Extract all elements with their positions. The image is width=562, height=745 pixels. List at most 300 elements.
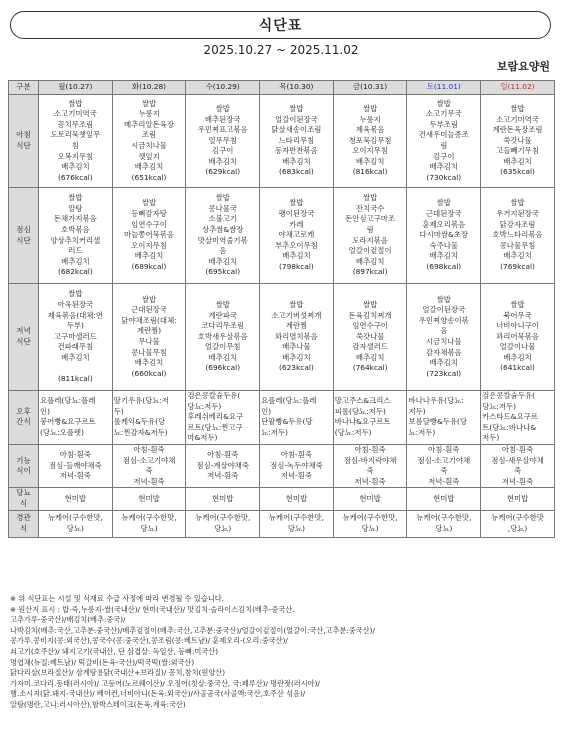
menu-cell-line: 배추김치 [61, 162, 90, 172]
note-line: 고추가루-중국산)/배김치(배추:중국)/ [10, 615, 126, 625]
menu-cell-line: 롤케익&두유(당 [113, 417, 166, 427]
menu-cell-line: 우거지된장국 [496, 209, 539, 219]
menu-cell-line: 뉴케어(구수한맛, [342, 512, 398, 522]
row-label-line: 저녁 [16, 326, 31, 336]
menu-cell-line: 르트(당뇨:찐고구 [187, 422, 243, 432]
menu-cell-line: 숙주나물 [429, 240, 459, 250]
menu-cell-line: 죽 [440, 466, 448, 476]
tube-feeding-row [9, 510, 555, 537]
menu-cell-line: (897kcal) [352, 267, 388, 277]
menu-cell-line: 점심-들깨야채죽 [49, 460, 102, 470]
menu-cell-line: 당뇨) [140, 523, 158, 533]
menu-cell-line: 아침-흰죽 [133, 444, 165, 454]
dinner-row [9, 284, 555, 391]
menu-cell-line: 훈제오리볶음 [422, 219, 466, 229]
table-header-row [9, 81, 555, 95]
menu-cell-line: 느타리무침 [278, 135, 315, 145]
row-label [9, 284, 39, 391]
menu-cell-line: 당뇨) [66, 523, 84, 533]
menu-cell-line: 얼갈이된장국 [422, 305, 466, 315]
menu-cell-line: 쌀밥 [141, 98, 157, 108]
menu-cell-line: 호박느타리볶음 [492, 230, 543, 240]
menu-cell-line: 배추김치 [355, 156, 385, 166]
menu-cell-line: 쌀밥 [289, 103, 304, 113]
menu-cell-line: 저두) [482, 433, 500, 443]
menu-cell-line: 쌀밥 [68, 289, 83, 299]
row-label-line: 간식 [16, 417, 31, 427]
menu-cell-line: 저녁-흰죽 [501, 476, 534, 486]
menu-cell-line: 우민찌표고볶음 [197, 125, 248, 135]
menu-cell [186, 95, 260, 188]
menu-cell [333, 444, 407, 487]
header-label: 구분 [9, 81, 39, 95]
menu-cell-line: 검은콩칼슘두유( [482, 391, 535, 400]
menu-cell [39, 510, 113, 537]
menu-cell-line: (723kcal) [426, 368, 462, 378]
menu-cell-line: (당뇨:오플렛) [40, 428, 84, 438]
menu-cell-line: 제육볶음 [355, 125, 385, 135]
menu-cell-line: 뇨:저두) [408, 428, 436, 438]
menu-cell [260, 444, 334, 487]
menu-cell-line: 돈채가지볶음 [53, 214, 97, 224]
menu-cell-line: 현미밥 [359, 493, 381, 503]
menu-cell [333, 510, 407, 537]
menu-cell [39, 488, 113, 510]
note-line: 명엽채(뉴질:베트남)/ 떡갈비(돈육-국산)/떡국떡(쌀:외국산) [10, 657, 195, 667]
menu-cell-line: 꽁치무조림 [57, 119, 94, 129]
menu-cell-line: 죽 [513, 466, 522, 476]
note-line: 콩가루.콩비지(콩:외국산),콩국수(콩:중국산),콩조림(콩:베트남)/ 훈제오리-(오리:중국산)/ [10, 636, 288, 646]
menu-cell-line: (682kcal) [57, 267, 93, 277]
menu-cell-line: 메추리알돈육장 [124, 119, 175, 129]
menu-cell-line: 현미밥 [433, 493, 455, 503]
day-header: 월(10.27) [39, 81, 113, 95]
menu-cell-line: (676kcal) [57, 172, 93, 182]
menu-cell-line: (698kcal) [426, 261, 462, 271]
menu-cell-line: 현미밥 [138, 493, 160, 503]
menu-cell-line: 김구이 [212, 146, 234, 156]
row-label [9, 188, 39, 284]
menu-cell-line: 얼갈이겉절이 [348, 246, 392, 256]
menu-cell-line: 코다리무조림 [201, 321, 245, 331]
menu-cell-line: 저녁-흰죽 [207, 471, 239, 481]
menu-cell [333, 488, 407, 510]
menu-cell [112, 510, 186, 537]
menu-cell-line: 계란찜) [136, 326, 162, 336]
row-label-line: 기능 [16, 455, 31, 465]
menu-cell-line: 배추나물 [282, 342, 311, 352]
menu-cell-line: 뉴케어(구수한맛, [416, 512, 472, 522]
menu-cell-line: 청포묵김무침 [348, 135, 392, 145]
row-label [9, 444, 39, 487]
menu-cell-line: (689kcal) [131, 261, 167, 271]
menu-cell-line: 소고기미역국 [53, 109, 97, 119]
menu-cell-line: 우민찌양송이볶 [418, 315, 469, 325]
menu-cell-line: 요플레(당뇨:플레 [40, 396, 96, 406]
menu-cell-line: 쌀밥 [436, 98, 451, 108]
menu-cell-line: 배추김치 [282, 251, 311, 261]
menu-cell-line: 배추된장국 [204, 114, 241, 124]
menu-cell [481, 284, 555, 391]
diabetic-diet-row [9, 488, 555, 510]
menu-cell-line: 쌀밥 [362, 103, 378, 113]
menu-cell-line: 소고기미역국 [496, 114, 539, 124]
menu-cell-line: 잔치국수 [355, 203, 385, 213]
menu-cell [39, 284, 113, 391]
menu-cell [186, 510, 260, 537]
menu-cell-line: 뉴케어(구수한맛, [47, 512, 103, 522]
menu-cell [260, 510, 334, 537]
menu-cell-line: 쌀밥 [215, 103, 230, 113]
menu-cell [186, 444, 260, 487]
menu-cell-line: 소고기무국 [425, 109, 462, 119]
menu-cell-line: 카레 [289, 219, 304, 229]
menu-cell-line: 점심-녹두야채죽 [270, 460, 323, 470]
menu-cell-line: 림 [366, 224, 374, 234]
menu-cell-line: 배추김치 [503, 251, 532, 261]
note-line: 닭다리살(브라질산)/ 삼계탕용닭(국내산+브라질)/ 꽁치,참치(원양산) [10, 668, 226, 678]
menu-cell-line: 건새우미늘종조 [418, 130, 469, 140]
day-header: 수(10.29) [186, 81, 260, 95]
menu-cell-line: (635kcal) [500, 167, 535, 177]
menu-cell-line: (769kcal) [500, 261, 535, 271]
row-label-line: 식단 [16, 141, 31, 150]
menu-cell-line: 배추김치 [282, 156, 311, 166]
menu-cell-line: 호박볶음 [61, 224, 90, 234]
menu-cell [260, 95, 334, 188]
menu-cell-line: (당뇨:저두) [334, 428, 372, 438]
menu-cell-line: 배추김치 [503, 352, 532, 362]
menu-cell-line: 쌀밥 [141, 294, 157, 304]
snack-row [9, 391, 555, 445]
menu-cell-line: 뇨:찐감자&저두) [113, 428, 168, 438]
menu-cell [112, 95, 186, 188]
menu-cell-line: 뉴케어(구수한맛, [195, 512, 251, 522]
menu-cell-line: 고구마샐러드 [53, 331, 97, 341]
row-label [9, 95, 39, 188]
menu-cell-line: 닭야채조림(대체: [121, 315, 177, 325]
menu-cell-line: 배추김치 [208, 156, 237, 166]
menu-cell-line: 쌀밥 [68, 98, 83, 108]
menu-cell [260, 391, 334, 445]
menu-cell [112, 391, 186, 445]
menu-cell-line: 상추쌈&쌈장 [201, 224, 244, 234]
menu-cell-line: 계란돈육장조림 [492, 125, 543, 135]
menu-cell-line: 쌀밥 [289, 198, 304, 208]
menu-cell-line: 당뇨) [361, 523, 379, 533]
menu-cell-line: 현미밥 [64, 493, 87, 503]
menu-cell-line: 인) [40, 406, 51, 416]
menu-cell-line: 당뇨) [214, 523, 232, 533]
menu-cell-line: 제육볶음(대체:연 [47, 310, 104, 320]
menu-cell-line [40, 363, 111, 374]
menu-cell-line: 뉴케어(구수한맛 [491, 512, 544, 522]
menu-cell-line: 누룽지 [138, 109, 160, 119]
lunch-row [9, 188, 555, 284]
menu-cell-line: 열무무침 [208, 135, 237, 145]
menu-cell-line: 죽 [366, 466, 374, 476]
row-label-line: 식 [19, 523, 28, 533]
menu-cell [407, 284, 481, 391]
menu-cell-line: 무나물 [138, 337, 160, 346]
note-line: ※ 위 식단표는 시설 및 식재료 수급 사정에 따라 변경될 수 있습니다. [10, 594, 224, 603]
menu-cell [260, 188, 334, 284]
menu-cell-line: (764kcal) [352, 363, 388, 373]
menu-cell-line: (798kcal) [279, 261, 314, 271]
menu-cell [186, 488, 260, 510]
menu-cell-line: 얼갈이무침 [204, 342, 241, 352]
menu-cell-line: 시금치나물 [425, 337, 462, 346]
menu-cell [112, 188, 186, 284]
menu-cell-line: (816kcal) [352, 167, 388, 177]
menu-cell-line: (660kcal) [131, 368, 167, 378]
menu-cell-line: 배추김치 [134, 162, 164, 172]
menu-cell [112, 284, 186, 391]
menu-cell-line: 인) [261, 406, 272, 416]
row-label-line: 식단 [16, 235, 31, 245]
menu-cell [333, 391, 407, 445]
menu-cell-line: 도라지볶음 [352, 235, 388, 245]
menu-cell-line: 후레쉬베리&요구 [187, 412, 244, 422]
menu-cell-line: 딸기우유(당뇨:저 [113, 396, 170, 406]
menu-cell-line: 꽈리어묵볶음 [496, 331, 539, 341]
menu-cell [260, 284, 334, 391]
menu-cell-line: 쌀밥 [68, 193, 83, 203]
row-label [9, 391, 39, 445]
menu-cell-line: 깻잎지 [138, 151, 160, 161]
row-label-line: 점심 [16, 224, 31, 234]
menu-cell-line: 보름달빵&두유(당 [408, 417, 468, 427]
menu-cell [481, 488, 555, 510]
menu-cell-line: 두부) [66, 321, 84, 331]
menu-cell-line: 아욱된장국 [57, 299, 94, 309]
menu-cell-line: 맛살미역줄기볶 [197, 235, 248, 245]
menu-cell-line: 아침-흰죽 [207, 450, 239, 460]
menu-cell-line: 카스타드&요구르 [482, 412, 538, 422]
menu-cell-line: 건파래무침 [57, 342, 94, 352]
menu-cell [39, 391, 113, 445]
row-label-line: 식 [19, 498, 28, 508]
menu-cell-line: 양상추치커리샐 [50, 235, 101, 245]
day-header-saturday: 토(11.01) [407, 81, 481, 95]
menu-cell [186, 391, 260, 445]
row-label-line: 당뇨 [16, 488, 31, 498]
menu-cell-line: 두) [113, 406, 124, 416]
menu-cell-line: 쌀밥 [362, 193, 378, 203]
day-header: 목(10.30) [260, 81, 334, 95]
menu-cell-line: 다시마쌈&초장 [419, 230, 469, 240]
menu-cell-line: 피롤(당뇨:저두) [334, 406, 386, 416]
menu-cell-line: 배추김치 [208, 352, 237, 362]
menu-cell [186, 284, 260, 391]
menu-cell-line: 침 [71, 141, 79, 150]
menu-cell-line: 배추김치 [282, 352, 311, 362]
menu-cell [481, 510, 555, 537]
menu-cell-line: 쌀밥 [141, 198, 157, 208]
menu-cell-line: 꽈리멸치볶음 [274, 331, 318, 341]
menu-cell-line: 트(당뇨:바나나& [482, 422, 537, 432]
menu-cell [39, 188, 113, 284]
menu-cell-line: (696kcal) [205, 363, 241, 373]
menu-cell-line: 배추김치 [134, 358, 164, 368]
functional-diet-row [9, 444, 555, 487]
menu-cell-line: 임연수구이 [352, 321, 388, 331]
menu-cell [333, 95, 407, 188]
menu-cell-line: 뇨:저두) [261, 428, 288, 438]
menu-cell-line: 닭강자조림 [499, 219, 536, 229]
menu-cell-line: 뉴케어(구수한맛, [268, 512, 325, 522]
menu-cell-line: 당뇨:저두) [187, 401, 222, 411]
menu-cell-line: 아침-흰죽 [280, 450, 313, 460]
menu-cell [407, 95, 481, 188]
menu-cell-line: 콩나물무침 [131, 347, 167, 357]
menu-cell-line: 점심-바지락야채 [343, 455, 397, 465]
menu-cell [333, 284, 407, 391]
menu-cell-line: 감자채볶음 [425, 347, 462, 357]
note-line: 나박김치(배추:국산,고추분:중국산)/배추겉절이(배추:국산,고추분:중국산)/얼갈이겉절이(얼갈이:국산,고추분:중국산)/ [10, 625, 375, 635]
menu-cell-line: 감자샐러드 [352, 342, 388, 352]
menu-cell-line: 쑥갓나물 [503, 135, 532, 145]
menu-cell-line: 당뇨) [435, 523, 453, 533]
menu-cell-line: 소고기버섯찌개 [271, 310, 322, 320]
menu-cell-line: 쌀밥 [510, 299, 525, 309]
menu-cell-line: 죽 [145, 466, 153, 476]
menu-cell-line: 등뼈감자탕 [131, 209, 167, 219]
menu-cell-line: 근대된장국 [425, 209, 462, 219]
menu-cell-line: (641kcal) [500, 363, 535, 373]
menu-cell-line: 배추김치 [134, 251, 164, 261]
menu-cell-line: (811kcal) [57, 374, 93, 384]
menu-cell-line: 쌀밥 [436, 198, 451, 208]
menu-cell-line: 오이지무침 [352, 146, 388, 156]
menu-cell-line: 배추김치 [503, 156, 532, 166]
menu-cell-line: 부추오이무침 [274, 240, 318, 250]
menu-cell-line: 당뇨:저두) [482, 401, 517, 411]
menu-cell [407, 510, 481, 537]
menu-cell [333, 188, 407, 284]
menu-cell [407, 444, 481, 487]
menu-cell-line: (695kcal) [205, 267, 241, 277]
menu-cell-line: 검은콩칼슘두유( [187, 391, 241, 400]
menu-cell-line: 점심-소고기야채 [122, 455, 176, 465]
menu-cell-line: 쌀밥 [436, 294, 451, 304]
menu-cell [112, 444, 186, 487]
menu-cell-line: 쌀밥 [215, 193, 230, 203]
menu-cell-line: (629kcal) [205, 167, 241, 177]
menu-cell-line: 소불고기 [208, 214, 237, 224]
menu-cell-line: 요플레(당뇨:플레 [261, 396, 317, 406]
menu-cell-line: 망고주스&크리스 [334, 396, 391, 406]
day-header: 화(10.28) [112, 81, 186, 95]
page-title: 식단표 [258, 18, 303, 34]
menu-cell-line: 쑥갓나물 [355, 331, 385, 341]
menu-cell-line: 닭살새송이조림 [271, 125, 322, 135]
breakfast-row [9, 95, 555, 188]
menu-cell-line: 계란찜 [285, 321, 308, 331]
menu-cell-line: 배추김치 [61, 256, 90, 266]
menu-cell [39, 95, 113, 188]
menu-cell-line: 아침-흰죽 [59, 450, 91, 460]
menu-cell-line: (651kcal) [131, 172, 167, 182]
menu-cell [481, 391, 555, 445]
menu-cell-line: (683kcal) [279, 167, 314, 177]
menu-cell-line: 배추김치 [355, 352, 385, 362]
menu-cell-line: 얼갈이된장국 [274, 114, 318, 124]
menu-cell-line: 쌀밥 [362, 299, 378, 309]
menu-cell [260, 488, 334, 510]
menu-cell-line: 러드 [68, 246, 83, 256]
menu-cell-line: 두부조림 [429, 119, 459, 129]
row-label-line: 식이 [16, 466, 31, 476]
menu-cell-line: 쌀밥 [510, 103, 525, 113]
row-label-line: 경관 [16, 512, 31, 522]
menu-cell-line: 음 [219, 246, 227, 256]
menu-cell-line: 계란파국 [208, 310, 237, 320]
menu-cell-line: 배추김치 [429, 358, 459, 368]
menu-cell-line: (730kcal) [426, 172, 462, 182]
menu-cell-line: 점심-소고기야채 [417, 455, 471, 465]
menu-cell-line: 붕어빵&요구르트 [40, 417, 96, 427]
menu-cell [407, 488, 481, 510]
menu-cell [481, 188, 555, 284]
menu-cell-line: 마&저두) [187, 433, 218, 443]
menu-cell-line: 동자반찬볶음 [274, 146, 318, 156]
menu-cell-line: 임연수구이 [131, 219, 167, 229]
menu-cell-line: 아침-흰죽 [501, 444, 534, 454]
menu-cell-line: 고들빼기무침 [496, 146, 539, 156]
row-label-line: 식단 [16, 337, 31, 346]
day-header: 금(10.31) [333, 81, 407, 95]
menu-cell-line: 바나나&요구르트 [334, 417, 391, 427]
menu-body [9, 95, 555, 538]
menu-cell-line: 음 [440, 326, 448, 336]
note-line: 가자미.코다리.동태(러시아)/ 고등어(노르웨이산)/ 오징어(칫살:중국산, 국:페루산)/ 명란젓(러시아)/ [10, 678, 320, 688]
day-header-sunday: 일(11.02) [481, 81, 555, 95]
menu-cell-line: 림 [440, 141, 448, 150]
note-line: 알탕(명란,고니:러시아산),함박스테이크(돈육.계육:국산) [10, 699, 186, 709]
menu-cell-line: 근대된장국 [131, 305, 167, 315]
row-label [9, 488, 39, 510]
menu-cell-line: 얼갈이나물 [499, 342, 536, 352]
note-line: 햄.소시지(닭.돼지-국내산)/ 베이컨,너비아니(돈육:외국산)/사골곰국(사골액:국산,호주산 섞음)/ [10, 689, 306, 699]
menu-cell-line: 알탕 [68, 203, 83, 213]
menu-cell [407, 188, 481, 284]
menu-cell-line: 시금치나물 [131, 141, 167, 150]
menu-cell-line: 당뇨) [287, 523, 305, 533]
menu-cell-line: 현미밥 [285, 493, 308, 503]
menu-cell-line: 오이지무침 [131, 240, 167, 250]
menu-cell [407, 391, 481, 445]
row-label-line: 오후 [16, 406, 31, 416]
menu-cell-line: 돈육김치찌개 [348, 310, 392, 320]
menu-cell-line: 콩나물무침 [499, 240, 536, 250]
menu-cell [39, 444, 113, 487]
menu-cell-line: 바나나우유(당뇨: [408, 396, 464, 406]
menu-cell-line: 배추김치 [61, 352, 90, 362]
organization-name: 보람요양원 [496, 60, 550, 73]
menu-cell-line: 쌀밥 [215, 299, 230, 309]
menu-cell [481, 95, 555, 188]
menu-cell [481, 444, 555, 487]
menu-cell-line: 조림 [141, 130, 157, 140]
menu-cell-line: (623kcal) [279, 363, 314, 373]
menu-cell-line: 팽이된장국 [278, 209, 315, 219]
menu-cell-line: 배추김치 [208, 256, 237, 266]
menu-cell-line: 쌀밥 [289, 299, 304, 309]
menu-cell-line: 도토리묵챗잎무 [50, 130, 101, 140]
menu-cell-line: 저녁-흰죽 [428, 476, 460, 486]
menu-cell-line: 저녁-흰죽 [133, 476, 165, 486]
